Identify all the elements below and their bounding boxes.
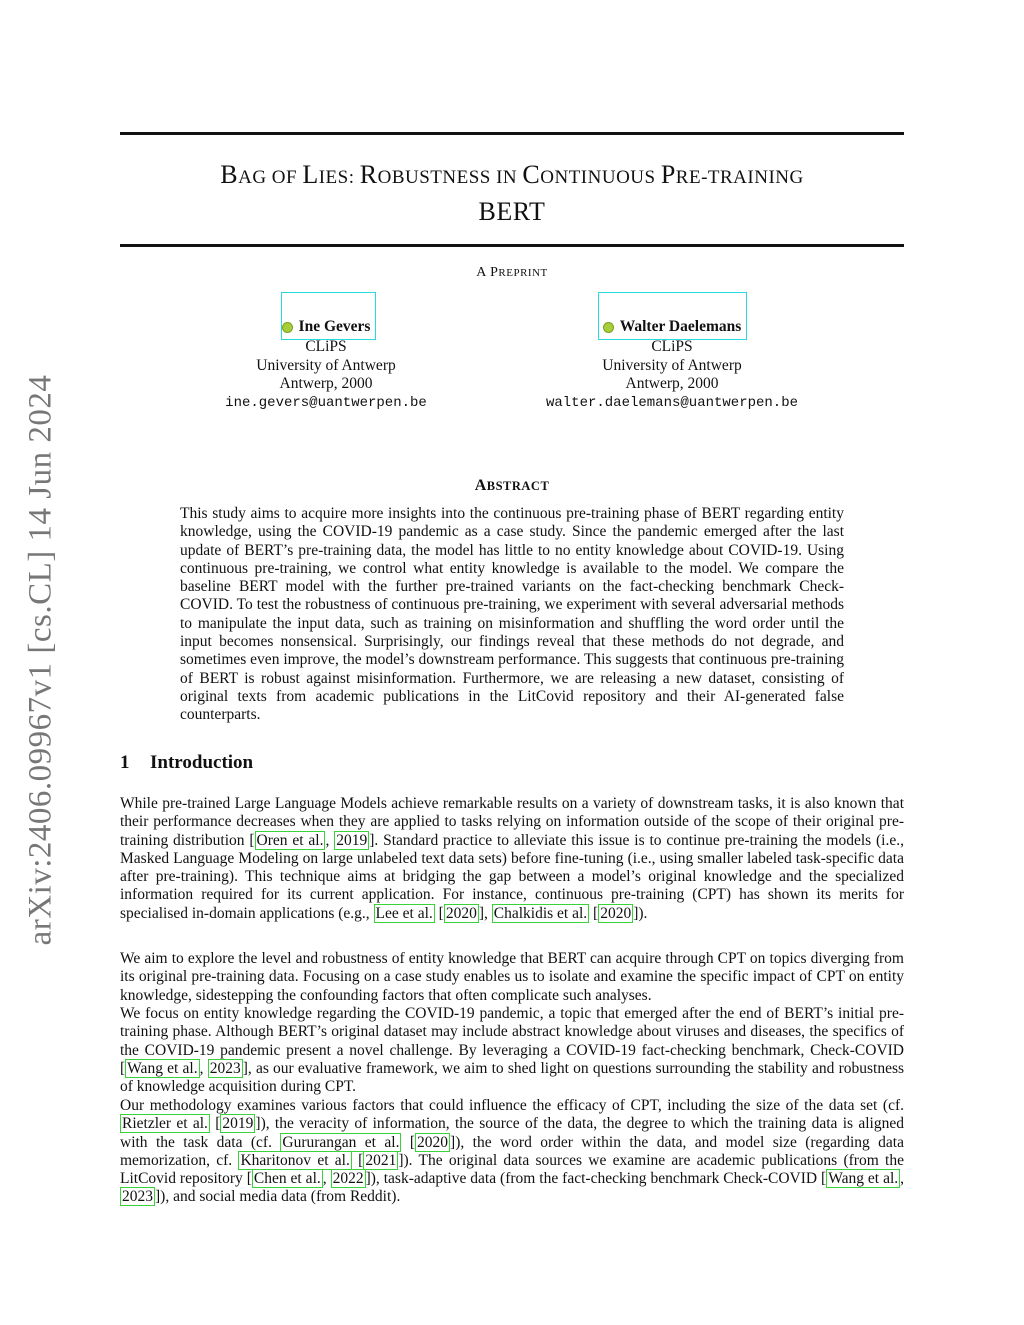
section-number: 1 — [120, 752, 130, 773]
citation-link[interactable]: Kharitonov et al. — [240, 1151, 350, 1169]
citation-year-link[interactable]: 2019 — [222, 1115, 254, 1133]
citation-link[interactable]: Wang et al. — [127, 1059, 198, 1077]
citation-year-link[interactable]: 2020 — [445, 904, 477, 922]
author-university: University of Antwerp — [602, 356, 742, 374]
citation-year-link[interactable]: 2019 — [336, 831, 368, 849]
intro-paragraph-4: Our methodology examines various factors that could influence the efficacy of CPT, including the size of the data set (cf. Rietzler et al. [ 2019 ]), the veracity of information, the source of the data, the degree to which the training data is aligned with the task data (cf. Gururangan et al. [ 2020 ]), the word order within the data, and model size (regarding data memorization, cf. Kharitonov et al. [ 2021 ]). The original data sources we examine are academic publications (from the LitCovid repository [ Chen et al. , 2022 ]), task-adaptive data (from the fact-checking benchmark Check-COVID [ Wang et al. , 2023 ]), and social media data (from Reddit). — [120, 1097, 905, 1206]
top-rule — [120, 132, 904, 135]
author-name[interactable]: Ine Gevers — [282, 318, 371, 337]
citation-link[interactable]: Rietzler et al. — [122, 1115, 208, 1133]
citation-link[interactable]: Gururangan et al. — [282, 1133, 400, 1151]
citation-year-link[interactable]: 2020 — [600, 904, 632, 922]
author-email[interactable]: ine.gevers@uantwerpen.be — [225, 394, 427, 411]
citation-link[interactable]: Chalkidis et al. — [493, 904, 588, 922]
title-line-1: BAG OF LIES: ROBUSTNESS IN CONTINUOUS PRE-TRAINING — [220, 160, 804, 189]
author-city: Antwerp, 2000 — [625, 375, 719, 393]
abstract-heading: ABSTRACT — [474, 477, 550, 494]
section-title: Introduction — [150, 752, 254, 773]
author-affiliation: CLiPS — [651, 338, 693, 356]
intro-paragraph-2: We aim to explore the level and robustness of entity knowledge that BERT can acquire through CPT on topics diverging from its original pre-training data. Focusing on a case study enables us to isolate and examine the specific impact of CPT on entity knowledge, sidestepping the confounding factors that often complicate such analyses. — [120, 950, 904, 1004]
arxiv-sidebar — [18, 370, 64, 950]
author-university: University of Antwerp — [256, 356, 396, 374]
author-block-1 — [196, 318, 456, 412]
abstract-text: This study aims to acquire more insights into the continuous pre-training phase of BERT regarding entity knowledge, using the COVID-19 pandemic as a case study. Since the pandemic emerged after the last update of BERT’s pre-training data, the model has little to no entity knowledge about COVID-19. Using continuous pre-training, we control what entity knowledge is available to the model. We compare the baseline BERT model with the further pre-trained variants on the fact-checking benchmark Check-COVID. To test the robustness of continuous pre-training, we experiment with several adversarial methods to manipulate the input data, such as training on misinformation and shuffling the word order until the input becomes nonsensical. Surprisingly, our findings reveal that these methods do not degrade, and sometimes even improve, the model’s downstream performance. This suggests that continuous pre-training of BERT is robust against misinformation. Furthermore, we are releasing a new dataset, consisting of original texts from academic publications in the LitCovid repository and their AI-generated false counterparts. — [180, 505, 844, 724]
author-block-2 — [522, 318, 822, 412]
preprint-label: A PREPRINT — [476, 265, 548, 280]
citation-link[interactable]: Oren et al. — [256, 831, 324, 849]
orcid-icon[interactable] — [282, 322, 293, 333]
paper-title — [120, 158, 904, 229]
title-line-2: BERT — [478, 197, 546, 226]
orcid-icon[interactable] — [603, 322, 614, 333]
citation-year-link[interactable]: 2021 — [365, 1151, 397, 1169]
bottom-rule — [120, 244, 904, 247]
author-name[interactable]: Walter Daelemans — [603, 318, 742, 337]
citation-year-link[interactable]: 2023 — [122, 1188, 153, 1206]
citation-link[interactable]: Wang et al. — [828, 1170, 899, 1188]
citation-year-link[interactable]: 2023 — [209, 1059, 241, 1077]
citation-year-link[interactable]: 2020 — [417, 1133, 449, 1151]
author-city: Antwerp, 2000 — [279, 375, 373, 393]
section-heading-introduction — [120, 752, 253, 774]
citation-year-link[interactable]: 2022 — [332, 1170, 364, 1188]
arxiv-identifier: arXiv:2406.09967v1 [cs.CL] 14 Jun 2024 — [22, 374, 59, 946]
citation-link[interactable]: Chen et al. — [253, 1170, 321, 1188]
author-affiliation: CLiPS — [305, 338, 347, 356]
citation-link[interactable]: Lee et al. — [375, 904, 433, 922]
intro-paragraph-3: We focus on entity knowledge regarding the COVID-19 pandemic, a topic that emerged after the end of BERT’s initial pre-training phase. Although BERT’s original dataset may include abstract knowledge about viruses and diseases, the specifics of the COVID-19 pandemic present a novel challenge. By leveraging a COVID-19 fact-checking benchmark, Check-COVID [ Wang et al. , 2023 ], as our evaluative framework, we aim to shed light on questions surrounding the stability and robustness of knowledge acquisition during CPT. — [120, 1005, 905, 1096]
intro-paragraph-1: While pre-trained Large Language Models achieve remarkable results on a variety of downstream tasks, it is also known that their performance decreases when they are applied to tasks relying on information outside of the scope of their original pre-training distribution [ Oren et al. , 2019 ]. Standard practice to alleviate this issue is to continue pre-training the models (i.e., Masked Language Modeling on large unlabeled text data sets) before fine-tuning (i.e., using smaller labeled task-specific data after pre-training). This technique aims at bridging the gap between a model’s original knowledge and the specialized information required for its current application. For instance, continuous pre-training (CPT) has shown its merits for specialised in-domain applications (e.g., Lee et al. [ 2020 ], Chalkidis et al. [ 2020 ]). — [120, 795, 904, 922]
author-email[interactable]: walter.daelemans@uantwerpen.be — [545, 394, 799, 411]
